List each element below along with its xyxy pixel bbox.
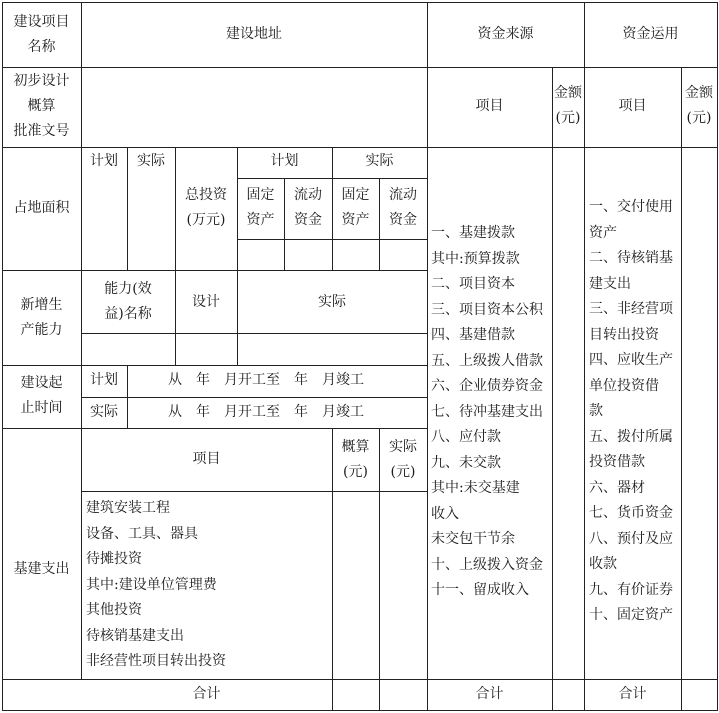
line-total — [2, 679, 717, 680]
actual-working-capital: 流动 资金 — [389, 187, 417, 228]
list-item: 九、有价证券 — [589, 581, 673, 598]
line-capex-mid — [81, 491, 427, 492]
capacity-actual-header: 实际 — [318, 294, 346, 310]
list-item: 五、拨付所属 — [589, 428, 673, 445]
use-item-header: 项目 — [618, 98, 647, 114]
land-plan-header: 计划 — [90, 153, 118, 169]
project-name-line1: 建设项目 — [13, 14, 70, 30]
fund-use-label: 资金运用 — [622, 26, 679, 42]
list-item: 其他投资 — [86, 602, 142, 618]
invest-plan-header: 计划 — [270, 153, 299, 169]
list-item: 八、预付及应 — [589, 530, 673, 547]
list-item: 资产 — [589, 224, 617, 241]
list-item: 五、上级拨人借款 — [431, 352, 543, 369]
list-item: 一、基建拨款 — [431, 225, 515, 241]
period-plan-kind: 计划 — [90, 372, 118, 388]
col-use-amount — [681, 67, 682, 711]
period-actual-text: 从 年 月开工至 年 月竣工 — [168, 404, 364, 420]
invest-actual-header: 实际 — [365, 153, 394, 169]
new-capacity-label: 新增生 产能力 — [20, 297, 63, 338]
source-item-header: 项目 — [475, 98, 504, 114]
fund-use-list — [589, 195, 673, 629]
fund-source-label: 资金来源 — [477, 26, 534, 42]
fund-source-total-label: 合计 — [475, 686, 504, 702]
capex-item-header: 项目 — [192, 451, 221, 467]
capex-label: 基建支出 — [13, 561, 70, 577]
period-actual-kind: 实际 — [90, 404, 118, 420]
fund-source-list — [431, 221, 543, 604]
list-item: 三、非经营项 — [589, 301, 673, 317]
col-period — [127, 365, 128, 428]
col-land-c — [237, 147, 238, 365]
line-period — [2, 365, 427, 366]
approval-label — [2, 69, 81, 144]
plan-fixed-assets: 固定 资产 — [246, 187, 275, 228]
list-item: 十、固定资产 — [589, 607, 673, 623]
line-capacity-mid — [81, 333, 427, 334]
line-row1 — [2, 67, 717, 68]
period-label: 建设起 止时间 — [20, 375, 63, 416]
list-item: 六、器材 — [589, 479, 645, 496]
line-row2 — [2, 147, 717, 148]
list-item: 四、基建借款 — [431, 327, 515, 343]
border-bottom — [2, 710, 717, 711]
list-item: 建支出 — [589, 275, 631, 292]
border-right — [717, 2, 718, 711]
list-item: 七、待冲基建支出 — [431, 403, 543, 420]
approval-line1: 初步设计 — [13, 73, 70, 89]
capacity-design-header: 设计 — [192, 294, 220, 310]
col-label — [81, 2, 82, 679]
list-item: 未交包干节余 — [431, 531, 515, 547]
col-src-amount — [552, 67, 553, 711]
list-item: 九、未交款 — [431, 454, 501, 471]
capex-total-label: 合计 — [192, 686, 221, 702]
list-item: 三、项目资本公积 — [431, 301, 543, 318]
line-capacity — [2, 270, 427, 271]
approval-line2: 概算 — [27, 98, 56, 114]
approval-line3: 批准文号 — [13, 123, 70, 139]
capex-budget-header: 概算 (元) — [341, 439, 370, 480]
period-plan-text: 从 年 月开工至 年 月竣工 — [168, 372, 364, 388]
total-invest-header: 总投资 (万元) — [185, 187, 227, 228]
list-item: 收款 — [589, 556, 617, 572]
land-actual-header: 实际 — [137, 153, 165, 169]
fund-use-total-label: 合计 — [618, 686, 647, 702]
list-item: 四、应收生产 — [589, 352, 673, 368]
list-item: 其中:未交基建 — [431, 480, 520, 496]
line-capex — [2, 428, 427, 429]
location-label: 建设地址 — [226, 26, 282, 42]
list-item: 二、待核销基 — [589, 250, 673, 266]
list-item: 建筑安装工程 — [86, 500, 170, 516]
border-top — [2, 2, 717, 3]
list-item: 七、货币资金 — [589, 505, 673, 521]
use-amount-header: 金额 (元) — [685, 85, 713, 126]
list-item: 十一、留成收入 — [431, 582, 529, 598]
list-item: 其中:建设单位管理费 — [86, 576, 217, 593]
actual-fixed-assets: 固定 资产 — [341, 187, 370, 228]
list-item: 待核销基建支出 — [86, 627, 184, 644]
capacity-name-header: 能力(效 益)名称 — [104, 281, 152, 322]
source-amount-header: 金额 (元) — [554, 85, 582, 126]
list-item: 八、应付款 — [431, 429, 501, 445]
list-item: 设备、工具、器具 — [86, 525, 198, 542]
list-item: 六、企业债券资金 — [431, 378, 543, 394]
capex-actual-header: 实际 (元) — [389, 439, 417, 480]
capex-item-list — [86, 496, 226, 675]
project-name-label — [2, 10, 81, 60]
project-name-line2: 名称 — [27, 39, 56, 55]
list-item: 非经营性项目转出投资 — [86, 653, 226, 669]
line-period-mid — [81, 397, 427, 398]
list-item: 十、上级拨入资金 — [431, 556, 543, 573]
list-item: 投资借款 — [589, 454, 645, 470]
list-item: 其中:预算拨款 — [431, 250, 520, 267]
col-land-b — [175, 147, 176, 365]
list-item: 款 — [589, 403, 603, 419]
land-area-label: 占地面积 — [13, 200, 70, 216]
list-item: 待摊投资 — [86, 551, 142, 567]
list-item: 二、项目资本 — [431, 276, 515, 292]
list-item: 目转出投资 — [589, 326, 659, 343]
list-item: 一、交付使用 — [589, 199, 673, 215]
plan-working-capital: 流动 资金 — [294, 187, 322, 228]
list-item: 单位投资借 — [589, 377, 659, 394]
list-item: 收入 — [431, 505, 459, 522]
